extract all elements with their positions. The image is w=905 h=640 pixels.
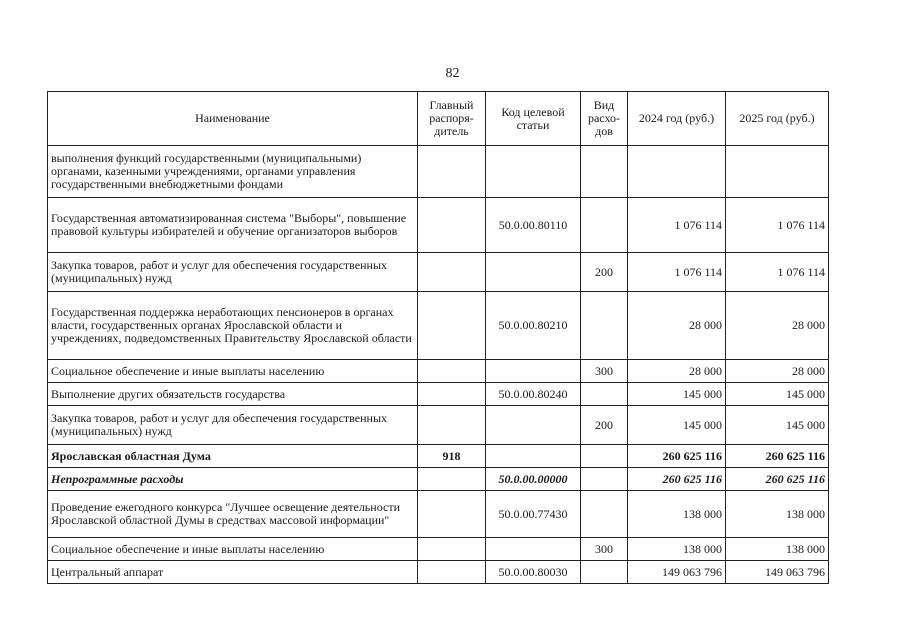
cell-code: 50.0.00.80210 [486,292,581,360]
cell-2024 [628,146,726,198]
cell-2024: 260 625 116 [628,468,726,491]
cell-type [581,292,628,360]
table-row [48,198,829,253]
cell-manager [418,360,486,383]
cell-type [581,383,628,406]
table-row [48,445,829,468]
cell-code: 50.0.00.80030 [486,561,581,584]
cell-name: Закупка товаров, работ и услуг для обеспечения государственных (муниципальных) нужд [48,406,418,445]
table-row [48,360,829,383]
cell-code: 50.0.00.80240 [486,383,581,406]
cell-manager [418,292,486,360]
cell-2024: 145 000 [628,406,726,445]
cell-code [486,253,581,292]
cell-code [486,360,581,383]
cell-2025: 138 000 [726,491,829,538]
cell-manager: 918 [418,445,486,468]
cell-2025: 260 625 116 [726,468,829,491]
budget-table [47,91,829,584]
cell-2025: 145 000 [726,406,829,445]
cell-code: 50.0.00.00000 [486,468,581,491]
cell-2025: 260 625 116 [726,445,829,468]
cell-2024: 149 063 796 [628,561,726,584]
table-row [48,292,829,360]
cell-code [486,538,581,561]
cell-2024: 138 000 [628,491,726,538]
cell-type [581,468,628,491]
header-2025: 2025 год (руб.) [726,92,829,146]
cell-code: 50.0.00.80110 [486,198,581,253]
cell-name: Государственная автоматизированная система "Выборы", повышение правовой культуры избирателей и обучение организаторов выборов [48,198,418,253]
cell-manager [418,253,486,292]
cell-2025: 138 000 [726,538,829,561]
cell-name: Государственная поддержка неработающих пенсионеров в органах власти, государственных органах Ярославской области и учреждениях, подведомственных Правительству Ярославской области [48,292,418,360]
cell-name: Проведение ежегодного конкурса "Лучшее освещение деятельности Ярославской областной Думы в средствах массовой информации" [48,491,418,538]
cell-type [581,198,628,253]
cell-name: Выполнение других обязательств государства [48,383,418,406]
table-row [48,491,829,538]
cell-manager [418,468,486,491]
table-row [48,383,829,406]
cell-2024: 1 076 114 [628,253,726,292]
cell-2025: 149 063 796 [726,561,829,584]
table-row [48,406,829,445]
header-manager: Главный распоря-дитель [418,92,486,146]
cell-2024: 28 000 [628,292,726,360]
cell-name: Непрограммные расходы [48,468,418,491]
cell-type: 300 [581,538,628,561]
cell-name: Ярославская областная Дума [48,445,418,468]
table-header-row [48,92,829,146]
table-row [48,468,829,491]
cell-manager [418,383,486,406]
cell-name: Социальное обеспечение и иные выплаты населению [48,538,418,561]
table-row [48,146,829,198]
cell-manager [418,538,486,561]
cell-type [581,146,628,198]
cell-manager [418,491,486,538]
cell-manager [418,198,486,253]
cell-name: Центральный аппарат [48,561,418,584]
cell-manager [418,146,486,198]
cell-code: 50.0.00.77430 [486,491,581,538]
cell-2024: 28 000 [628,360,726,383]
table-row [48,253,829,292]
table-row [48,538,829,561]
cell-2024: 1 076 114 [628,198,726,253]
cell-type: 300 [581,360,628,383]
cell-code [486,146,581,198]
cell-code [486,445,581,468]
cell-type: 200 [581,253,628,292]
table-row [48,561,829,584]
cell-2025: 1 076 114 [726,253,829,292]
cell-type: 200 [581,406,628,445]
cell-2025: 28 000 [726,292,829,360]
header-type: Вид расхо-дов [581,92,628,146]
cell-name: Социальное обеспечение и иные выплаты населению [48,360,418,383]
cell-code [486,406,581,445]
cell-type [581,561,628,584]
header-2024: 2024 год (руб.) [628,92,726,146]
cell-manager [418,406,486,445]
cell-2024: 260 625 116 [628,445,726,468]
cell-name: выполнения функций государственными (муниципальными) органами, казенными учреждениями, органами управления государственными внебюджетными фондами [48,146,418,198]
cell-2025 [726,146,829,198]
cell-2025: 145 000 [726,383,829,406]
header-name: Наименование [48,92,418,146]
cell-manager [418,561,486,584]
cell-name: Закупка товаров, работ и услуг для обеспечения государственных (муниципальных) нужд [48,253,418,292]
header-code: Код целевой статьи [486,92,581,146]
cell-2024: 145 000 [628,383,726,406]
cell-type [581,445,628,468]
cell-type [581,491,628,538]
cell-2024: 138 000 [628,538,726,561]
cell-2025: 28 000 [726,360,829,383]
page-number: 82 [445,66,460,81]
cell-2025: 1 076 114 [726,198,829,253]
